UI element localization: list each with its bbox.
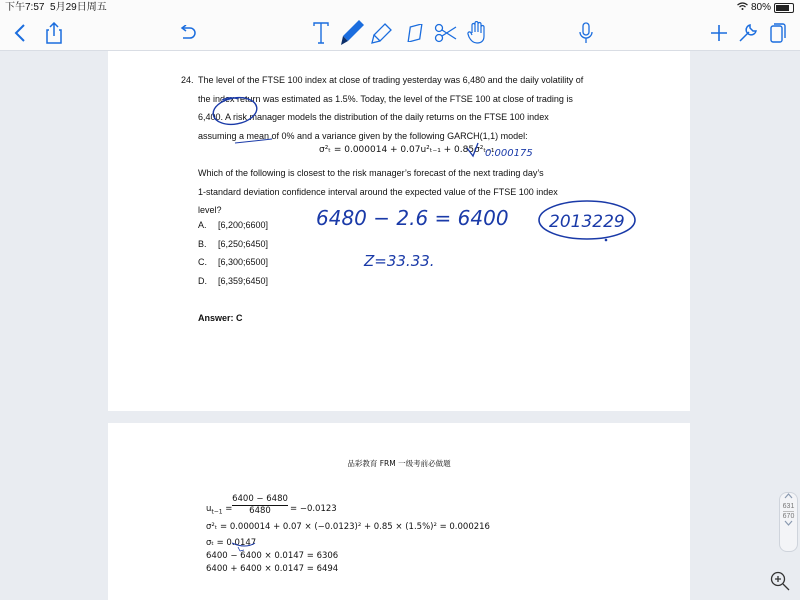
pages-icon[interactable] xyxy=(767,20,789,46)
u-subscript: t−1 xyxy=(211,508,223,516)
scissors-icon[interactable] xyxy=(433,20,459,46)
battery-fill xyxy=(776,5,789,11)
option-label: B. xyxy=(198,239,207,249)
u-result: = −0.0123 xyxy=(290,504,337,514)
fraction-denominator: 6480 xyxy=(249,506,271,516)
ink-note-result: 2013229 xyxy=(549,212,625,232)
add-icon[interactable] xyxy=(708,20,730,46)
question-number: 24. xyxy=(181,75,194,85)
ink-note-0000175: 0.000175 xyxy=(485,148,533,159)
question-line: level? xyxy=(198,205,222,216)
status-time: 下午7:57 xyxy=(5,2,45,13)
option-value: [6,250;6450] xyxy=(218,239,269,249)
option-value: [6,200;6600] xyxy=(218,220,269,230)
sigma-lhs: σₜ = xyxy=(206,538,224,548)
hand-icon[interactable] xyxy=(464,20,490,46)
solution-upper-bound: 6400 + 6400 × 0.0147 = 6494 xyxy=(206,564,339,574)
settings-icon[interactable] xyxy=(737,20,759,46)
question-line: The level of the FTSE 100 index at close of trading yesterday was 6,480 and the daily volatility of xyxy=(198,75,584,85)
pen-tool-icon[interactable] xyxy=(337,20,367,46)
undo-icon[interactable] xyxy=(177,20,197,46)
battery-percent: 80% xyxy=(750,2,771,13)
microphone-icon[interactable] xyxy=(576,20,596,46)
eraser-icon[interactable] xyxy=(402,20,428,46)
status-time-date xyxy=(5,0,107,16)
answer-text: Answer: C xyxy=(198,313,243,323)
current-page: 631 xyxy=(782,503,795,510)
highlighter-icon[interactable] xyxy=(370,20,394,46)
toolbar xyxy=(0,16,800,51)
status-date: 5月29日周五 xyxy=(50,2,107,13)
share-icon[interactable] xyxy=(44,20,64,46)
question-line: assuming a mean of 0% and a variance given by the following GARCH(1,1) model: xyxy=(198,130,528,141)
question-line: the index return was estimated as 1.5%. Today, the level of the FTSE 100 at close of trading is xyxy=(198,93,573,104)
total-pages: 670 xyxy=(782,513,795,520)
status-right xyxy=(737,0,794,16)
page-header: 品彩教育 FRM 一级考前必做题 xyxy=(347,459,451,468)
solution-lower-bound: 6400 − 6400 × 0.0147 = 6306 xyxy=(206,551,339,561)
document-page-2: 品彩教育 FRM 一级考前必做题 $u_{t-1}$ = $\frac{6400 - 6480}{6480}$ = −0.0123 σ²ₜ = 0.000014 + 0.07 × (−0.0123)² + 0.85 × (1.5%)² = 0.000216 σₜ = 0.0147 6400 − 6400 × 0.0147 = 6306 6400 + 6400 × 0.0147 = 6494 xyxy=(108,423,690,600)
option-label: C. xyxy=(198,257,207,267)
text-tool-icon[interactable] xyxy=(311,20,331,46)
fraction-numerator: 6400 − 6480 xyxy=(232,494,288,504)
question-line: Which of the following is closest to the risk manager’s forecast of the next trading day’s xyxy=(198,167,544,178)
page-scroll-indicator[interactable] xyxy=(779,492,798,552)
option-label: D. xyxy=(198,276,207,286)
status-bar xyxy=(0,0,800,16)
option-value: [6,300;6500] xyxy=(218,257,269,267)
question-line: 1-standard deviation confidence interval around the expected value of the FTSE 100 index xyxy=(198,186,558,197)
back-icon[interactable] xyxy=(10,20,30,46)
solution-variance-line: σ²ₜ = 0.000014 + 0.07 × (−0.0123)² + 0.85 × (1.5%)² = 0.000216 xyxy=(206,522,490,532)
garch-formula: σ²ₜ = 0.000014 + 0.07u²ₜ₋₁ + 0.85σ²ₜ₋₁ xyxy=(319,145,495,155)
wifi-icon xyxy=(737,0,748,16)
question-line: 6,400. A risk manager models the distribution of the daily returns on the FTSE 100 index xyxy=(198,112,549,123)
zoom-in-icon[interactable] xyxy=(765,567,795,595)
ink-note-z: Z=33.33. xyxy=(364,252,435,270)
solution-sigma-line xyxy=(206,538,256,548)
option-value: [6,359;6450] xyxy=(218,276,269,286)
document-page-1 xyxy=(108,51,690,411)
battery-icon xyxy=(774,3,794,13)
option-label: A. xyxy=(198,220,207,230)
sigma-value: 0.0147 xyxy=(226,538,257,548)
u-symbol: u xyxy=(206,504,212,514)
ink-note-calc: 6480 − 2.6 = 6400 xyxy=(316,206,509,230)
chevron-down-icon[interactable] xyxy=(780,520,797,530)
chevron-up-icon[interactable] xyxy=(780,493,797,503)
